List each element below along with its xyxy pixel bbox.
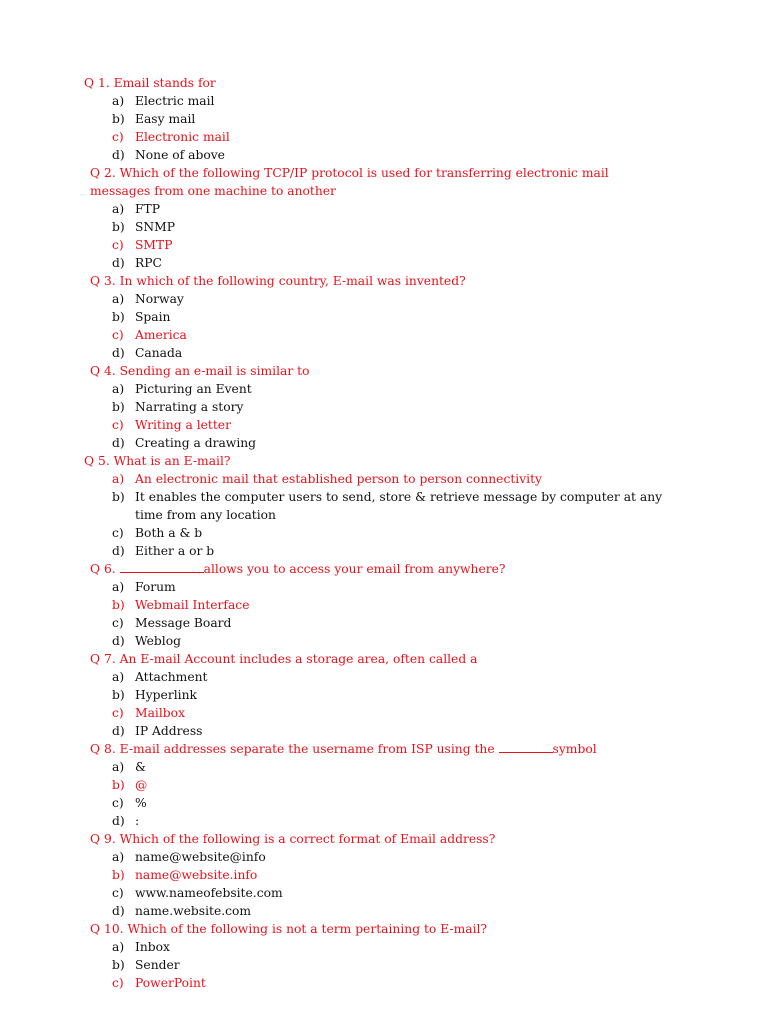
correct-answer-option bbox=[0, 326, 667, 344]
correct-answer-option bbox=[0, 776, 667, 794]
option-letter: d) bbox=[112, 904, 125, 918]
answer-option bbox=[0, 344, 667, 362]
answer-option bbox=[0, 686, 667, 704]
answer-option bbox=[0, 542, 667, 560]
answer-option bbox=[0, 848, 667, 866]
option-letter: d) bbox=[112, 634, 125, 648]
option-letter: b) bbox=[112, 112, 125, 126]
answer-option bbox=[0, 290, 667, 308]
answer-option bbox=[0, 398, 667, 416]
option-letter: d) bbox=[112, 724, 125, 738]
question-suffix: symbol bbox=[552, 742, 597, 756]
option-letter: b) bbox=[112, 220, 125, 234]
correct-answer-option bbox=[0, 974, 667, 992]
answer-option bbox=[0, 956, 667, 974]
option-text: : bbox=[135, 814, 140, 828]
question-block bbox=[0, 650, 768, 740]
option-letter: a) bbox=[112, 580, 125, 594]
question-text bbox=[0, 830, 690, 848]
option-text: SMTP bbox=[135, 238, 173, 252]
answer-option bbox=[0, 722, 667, 740]
question-prefix: Q 7. An E-mail Account includes a storage area, often called a bbox=[90, 652, 478, 666]
option-letter: c) bbox=[112, 238, 124, 252]
answer-option bbox=[0, 218, 667, 236]
question-text bbox=[0, 740, 690, 758]
question-block bbox=[0, 452, 768, 560]
option-letter: b) bbox=[112, 778, 125, 792]
question-text bbox=[0, 272, 690, 290]
answer-option bbox=[0, 812, 667, 830]
option-text: America bbox=[135, 328, 187, 342]
option-text: IP Address bbox=[135, 724, 203, 738]
option-text: Either a or b bbox=[135, 544, 215, 558]
question-text bbox=[0, 362, 690, 380]
answer-option bbox=[0, 524, 667, 542]
option-letter: a) bbox=[112, 94, 125, 108]
option-letter: d) bbox=[112, 544, 125, 558]
option-letter: a) bbox=[112, 202, 125, 216]
option-text: Canada bbox=[135, 346, 183, 360]
answer-option bbox=[0, 578, 667, 596]
answer-option bbox=[0, 668, 667, 686]
option-text: Easy mail bbox=[135, 112, 196, 126]
option-text: Sender bbox=[135, 958, 180, 972]
answer-option bbox=[0, 938, 667, 956]
answer-option bbox=[0, 902, 667, 920]
question-block bbox=[0, 74, 768, 164]
option-text: Electric mail bbox=[135, 94, 215, 108]
option-text: Mailbox bbox=[135, 706, 185, 720]
option-letter: a) bbox=[112, 472, 125, 486]
option-letter: a) bbox=[112, 850, 125, 864]
option-letter: b) bbox=[112, 958, 125, 972]
option-text: Norway bbox=[135, 292, 184, 306]
option-letter: b) bbox=[112, 868, 125, 882]
correct-answer-option bbox=[0, 236, 667, 254]
option-letter: d) bbox=[112, 256, 125, 270]
option-text: Narrating a story bbox=[135, 400, 244, 414]
option-text: Both a & b bbox=[135, 526, 203, 540]
option-letter: b) bbox=[112, 598, 125, 612]
option-text: % bbox=[135, 796, 147, 810]
option-text: name.website.com bbox=[135, 904, 252, 918]
question-block bbox=[0, 362, 768, 452]
question-prefix: Q 5. What is an E-mail? bbox=[84, 454, 231, 468]
question-prefix: Q 3. In which of the following country, E-mail was invented? bbox=[90, 274, 466, 288]
question-prefix: Q 2. Which of the following TCP/IP protocol is used for transferring electronic mail messages from one machine to another bbox=[90, 166, 609, 198]
option-letter: a) bbox=[112, 670, 125, 684]
option-letter: b) bbox=[112, 310, 125, 324]
correct-answer-option bbox=[0, 470, 667, 488]
option-text: Writing a letter bbox=[135, 418, 231, 432]
question-prefix: Q 9. Which of the following is a correct format of Email address? bbox=[90, 832, 496, 846]
question-block bbox=[0, 830, 768, 920]
option-text: Inbox bbox=[135, 940, 170, 954]
option-letter: b) bbox=[112, 400, 125, 414]
option-letter: a) bbox=[112, 382, 125, 396]
answer-option bbox=[0, 614, 667, 632]
answer-option bbox=[0, 200, 667, 218]
option-letter: a) bbox=[112, 292, 125, 306]
option-letter: c) bbox=[112, 706, 124, 720]
correct-answer-option bbox=[0, 866, 667, 884]
option-letter: a) bbox=[112, 940, 125, 954]
option-text: Message Board bbox=[135, 616, 232, 630]
correct-answer-option bbox=[0, 596, 667, 614]
question-text bbox=[0, 164, 670, 200]
option-letter: b) bbox=[112, 688, 125, 702]
answer-option bbox=[0, 758, 667, 776]
option-text: name@website.info bbox=[135, 868, 258, 882]
question-block bbox=[0, 164, 768, 272]
option-letter: d) bbox=[112, 346, 125, 360]
answer-option bbox=[0, 92, 667, 110]
question-text bbox=[0, 452, 684, 470]
option-letter: c) bbox=[112, 796, 124, 810]
quiz-document bbox=[0, 74, 768, 992]
option-text: Hyperlink bbox=[135, 688, 197, 702]
question-prefix: Q 8. E-mail addresses separate the username from ISP using the bbox=[90, 742, 499, 756]
option-text: It enables the computer users to send, store & retrieve message by computer at any time from any location bbox=[135, 490, 663, 522]
option-text: @ bbox=[135, 778, 148, 792]
answer-option bbox=[0, 380, 667, 398]
question-block bbox=[0, 740, 768, 830]
option-letter: c) bbox=[112, 886, 124, 900]
correct-answer-option bbox=[0, 416, 667, 434]
answer-option bbox=[0, 146, 667, 164]
option-text: None of above bbox=[135, 148, 225, 162]
question-prefix: Q 10. Which of the following is not a term pertaining to E-mail? bbox=[90, 922, 488, 936]
question-text bbox=[0, 74, 684, 92]
option-text: RPC bbox=[135, 256, 162, 270]
answer-blank bbox=[499, 740, 553, 753]
option-text: FTP bbox=[135, 202, 161, 216]
option-letter: d) bbox=[112, 148, 125, 162]
answer-option bbox=[0, 884, 667, 902]
answer-option bbox=[0, 308, 667, 326]
answer-blank bbox=[120, 560, 204, 573]
option-letter: d) bbox=[112, 436, 125, 450]
answer-option bbox=[0, 434, 667, 452]
correct-answer-option bbox=[0, 128, 667, 146]
question-block bbox=[0, 560, 768, 650]
correct-answer-option bbox=[0, 704, 667, 722]
option-letter: c) bbox=[112, 616, 124, 630]
option-text: Spain bbox=[135, 310, 171, 324]
option-letter: a) bbox=[112, 760, 125, 774]
question-text bbox=[0, 560, 690, 578]
question-suffix: allows you to access your email from anywhere? bbox=[203, 562, 506, 576]
option-text: Weblog bbox=[135, 634, 181, 648]
option-text: Electronic mail bbox=[135, 130, 230, 144]
option-letter: d) bbox=[112, 814, 125, 828]
option-text: Forum bbox=[135, 580, 176, 594]
option-text: Picturing an Event bbox=[135, 382, 252, 396]
question-prefix: Q 4. Sending an e-mail is similar to bbox=[90, 364, 310, 378]
option-letter: c) bbox=[112, 130, 124, 144]
question-block bbox=[0, 920, 768, 992]
answer-option bbox=[0, 488, 667, 524]
answer-option bbox=[0, 794, 667, 812]
option-text: SNMP bbox=[135, 220, 176, 234]
question-text bbox=[0, 920, 690, 938]
option-text: www.nameofebsite.com bbox=[135, 886, 283, 900]
option-text: name@website@info bbox=[135, 850, 266, 864]
option-text: An electronic mail that established person to person connectivity bbox=[135, 472, 542, 486]
question-text bbox=[0, 650, 690, 668]
option-letter: b) bbox=[112, 490, 125, 504]
option-letter: c) bbox=[112, 976, 124, 990]
option-letter: c) bbox=[112, 418, 124, 432]
question-prefix: Q 6. bbox=[90, 562, 120, 576]
option-text: PowerPoint bbox=[135, 976, 206, 990]
answer-option bbox=[0, 110, 667, 128]
option-text: Webmail Interface bbox=[135, 598, 250, 612]
question-prefix: Q 1. Email stands for bbox=[84, 76, 216, 90]
option-letter: c) bbox=[112, 526, 124, 540]
answer-option bbox=[0, 632, 667, 650]
answer-option bbox=[0, 254, 667, 272]
question-block bbox=[0, 272, 768, 362]
option-text: & bbox=[135, 760, 146, 774]
option-text: Creating a drawing bbox=[135, 436, 257, 450]
option-letter: c) bbox=[112, 328, 124, 342]
option-text: Attachment bbox=[135, 670, 208, 684]
